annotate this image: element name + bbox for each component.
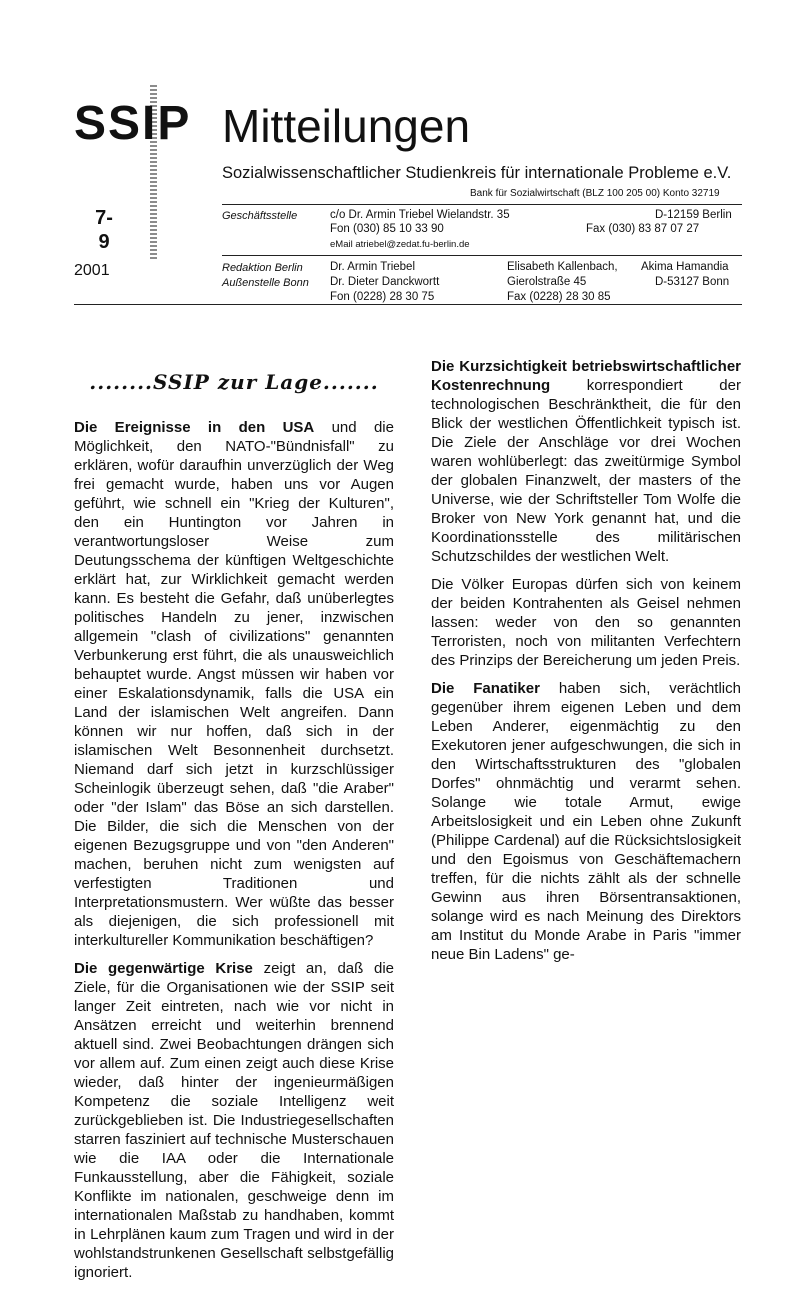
paragraph-4-text: Die Völker Europas dürfen sich von keinem der beiden Kontrahenten als Geisel nehmen lassen: weder von den so genannten Terroristen, noch von militanten Verfechtern des Prinzips der Bereicherung um jeden Preis. xyxy=(431,576,741,669)
issue-year: 2001 xyxy=(74,262,110,279)
bank-details: Bank für Sozialwirtschaft (BLZ 100 205 00) Konto 32719 xyxy=(470,188,720,199)
paragraph-3-lede: Die Kurzsichtigkeit betriebswirtschaftlicher Kostenrechnung xyxy=(431,358,741,394)
paragraph-2-lede: Die gegenwärtige Krise xyxy=(74,960,253,977)
office-city: D-12159 Berlin xyxy=(655,209,732,221)
header-divider-bottom xyxy=(74,304,742,305)
office-phone: Fon (030) 85 10 33 90 xyxy=(330,223,444,235)
editorial-fax: Fax (0228) 28 30 85 xyxy=(507,291,611,303)
header-divider-top xyxy=(222,204,742,205)
society-name: Sozialwissenschaftlicher Studienkreis für internationale Probleme e.V. xyxy=(222,164,732,182)
paragraph-1-text: und die Möglichkeit, den NATO-"Bündnisfall" zu erklären, wofür daraufhin unverzüglich der Weg frei gemacht wurde, haben uns vor Augen geführt, wie schnell ein "Krieg der Kulturen", den ein Huntington vor Jahren in verantwortungsloser Weise zum Deutungsschema der künftigen Weltgeschichte erklärt hat, zur Wirklichkeit gemacht werden kann. Es besteht die Gefahr, daß unüberlegtes politisches Handeln zu jener, inzwischen allgemein "clash of civilizations" genannten Verbunkerung erst führt, die als unausweichlich behauptet wurde. Angst müssen wir haben vor einer Eskalationsdynamik, falls die USA ein Land der islamischen Welt angreifen. Dann können wir nur hoffen, daß sich in der islamischen Welt Besonnenheit durchsetzt. Niemand darf sich jetzt in kurzschlüssiger Scheinlogik überzeugt sehen, daß "die Araber" oder "der Islam" das Böse an sich darstellen. Die Bilder, die sich die Menschen von der eigenen Bezugsgruppe und von "den Anderen" machen, beruhen nicht zum wenigsten auf verfestigten Traditionen und Interpretationsmustern. Wer wüßte das besser als diejenigen, die sich professionell mit interkultureller Kommunikation beschäftigen? xyxy=(74,419,394,949)
editorial-city: D-53127 Bonn xyxy=(655,276,730,288)
article-column-right xyxy=(431,357,741,973)
editorial-label-bonn: Außenstelle Bonn xyxy=(222,277,309,289)
editor-name-1: Dr. Armin Triebel xyxy=(330,261,415,273)
office-address: c/o Dr. Armin Triebel Wielandstr. 35 xyxy=(330,209,510,221)
editor-name-3: Elisabeth Kallenbach, xyxy=(507,261,618,273)
article-column-left xyxy=(74,418,394,1291)
brand-logo: SSIP xyxy=(74,97,192,150)
header-divider-mid xyxy=(222,255,742,256)
paragraph-3 xyxy=(431,357,741,566)
issue-number-line1: 7- xyxy=(95,207,113,229)
office-email[interactable]: eMail atriebel@zedat.fu-berlin.de xyxy=(330,239,470,250)
editorial-label-berlin: Redaktion Berlin xyxy=(222,262,303,274)
paragraph-4 xyxy=(431,575,741,670)
editorial-street: Gierolstraße 45 xyxy=(507,276,587,288)
paragraph-5-lede: Die Fanatiker xyxy=(431,680,540,697)
paragraph-2 xyxy=(74,959,394,1282)
publication-title: Mitteilungen xyxy=(222,100,471,152)
paragraph-5 xyxy=(431,679,741,964)
office-fax: Fax (030) 83 87 07 27 xyxy=(586,223,700,235)
issue-number-line2: 9 xyxy=(98,231,110,253)
office-label: Geschäftsstelle xyxy=(222,210,298,222)
paragraph-3-text: korrespondiert der technologischen Beschränktheit, die für den Blick der westlichen Öffentlichkeit typisch ist. Die Ziele der Anschläge vor drei Wochen waren wohlüberlegt: das zweitürmige Symbol der globalen Finanzwelt, der masters of the Universe, wie der Schriftsteller Tom Wolfe die Broker von New York genannt hat, und die Koordinationsstelle des militärischen Schutzschildes der westlichen Welt. xyxy=(431,377,741,565)
paragraph-2-text: zeigt an, daß die Ziele, für die Organisationen wie der SSIP seit langer Zeit eintreten, nach wie vor nicht in Ansätzen erreicht und weiterhin brennend aktuell sind. Zwei Beobachtungen drängen sich vor allem auf. Zum einen zeigt auch diese Krise wieder, daß hinter der ingenieurmäßigen Kompetenz die soziale Intelligenz weit zurückgeblieben ist. Die Industriegesellschaften starren fasziniert auf technische Musterschauen wie die IAA oder die Internationale Funkausstellung, aber die Fähigkeit, soziale Konflikte im nationalen, geschweige denn im internationalen Maßstab zu handhaben, kommt in Lehrplänen kaum zum Tragen und wird in der wohlstandstrunkenen Gesellschaft selbstgefällig ignoriert. xyxy=(74,960,394,1281)
article-heading: ........SSIP zur Lage....... xyxy=(89,370,379,394)
paragraph-1 xyxy=(74,418,394,950)
paragraph-1-lede: Die Ereignisse in den USA xyxy=(74,419,315,436)
editor-name-4: Akima Hamandia xyxy=(641,261,729,273)
paragraph-5-text: haben sich, verächtlich gegenüber ihrem eigenen Leben und dem Leben Anderer, eigenmächtig zu den Exekutoren jener aufgeschwungen, die sich in den Wirtschaftsstrukturen des "globalen Dorfes" ohnmächtig und verarmt sehen. Solange wie totale Armut, ewige Arbeitslosigkeit und ein Leben ohne Zukunft (Philippe Cardenal) auf die Rücksichtslosigkeit und den Egoismus von Geschäftemachern treffen, für die nichts zählt als der schnelle Gewinn aus ihren Börsentransaktionen, solange wird es nach Meinung des Direktors am Institut du Monde Arabe in Paris "immer neue Bin Ladens" ge- xyxy=(431,680,741,963)
editorial-phone: Fon (0228) 28 30 75 xyxy=(330,291,435,303)
editor-name-2: Dr. Dieter Danckwortt xyxy=(330,276,440,288)
